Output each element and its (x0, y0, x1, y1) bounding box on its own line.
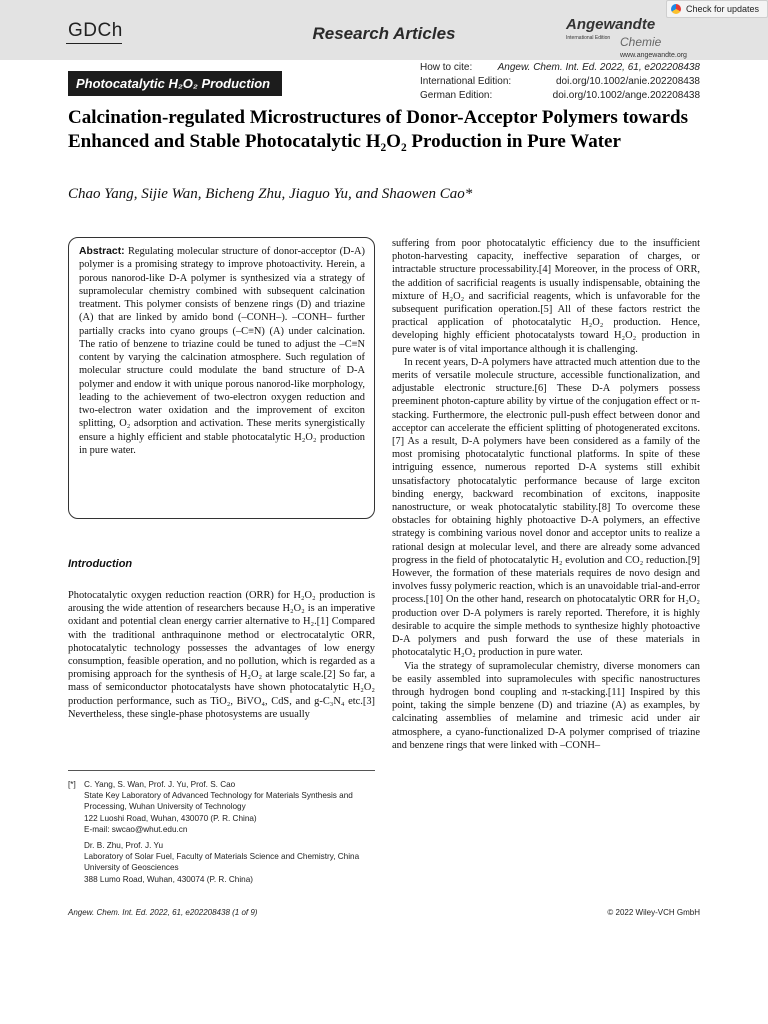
intro-paragraph: In recent years, D-A polymers have attracted much attention due to the merits of versatile molecule structure, accessible functionalization, and adjustable electronic structure.[6] These D-A polymers possess preeminent photon-capture ability by virtue of the conjugation effect or π-stacking. Furthermore, the electronic pull-push effect between donor and acceptor can accelerate the efficient splitting of photogenerated excitons.[7] As a result, D-A polymers have been considered as a family of the most promising photocatalytic functional platforms. In spite of these intriguing essence, numerous reported D-A systems still exhibit unsatisfactory photocatalytic performance because of large exciton binding energy, backward recombination of excitons, inapposite nanostructure, or weak photocatalytic stability.[8] To overcome these obstacles for obtaining highly photoactive D-A polymers, an effective strategy is combining various novel donor and acceptor units to realize a rational design at molecular level, and there are already some advanced progress in the field of photocatalytic H₂ evolution and CO₂ reduction.[9] However, the formation of these materials requires de novo design and involves fussy polymeric reaction, which is an unavoidable trial-and-error process.[10] On the other hand, research on photocatalytic ORR for H₂O₂ production over D-A polymers is rarely reported. Therefore, it is highly desirable to acquire the simple methods to synthesize highly photoactive D-A polymers and push forward the use of these materials in photocatalytic H₂O₂ production in pure water. (392, 356, 701, 659)
footnote-line: 122 Luoshi Road, Wuhan, 430070 (P. R. China) (84, 813, 257, 823)
journal-logo-subtitle: Chemie (620, 35, 662, 49)
page-footer-copyright: © 2022 Wiley-VCH GmbH (607, 908, 700, 917)
footnote-line: 388 Lumo Road, Wuhan, 430074 (P. R. China) (84, 874, 254, 884)
abstract-text: Regulating molecular structure of donor-acceptor (D-A) polymer is a promising strategy to improve photoactivity. Herein, a porous nanorod-like D-A polymer is synthesized via a strategy of supramolecular chemistry combined with subsequent calcination treatment. This polymer consists of benzene rings (D) and triazine (A) that are linked by amido bond (–CONH–). –CONH– further partially cracks into cyano groups (–C≡N) (A) under calcination. The ratio of benzene to triazine could be tuned to adjust the –C≡N content by varying the calcination atmosphere. Such regulation of molecular structure could modulate the band structure of D-A polymer and endow it with unique porous nanorod-like morphology, leading to the achievement of two-electron oxygen reduction and two-electron water oxidation and the improvement of exciton splitting, O₂ adsorption and activation. These merits synergistically ensure a highly efficient and stable photocatalytic H₂O₂ production in pure water. (79, 246, 365, 456)
citation-international (420, 75, 700, 89)
abstract-box (68, 237, 375, 519)
check-updates-icon (671, 4, 681, 14)
intl-label: International Edition: (420, 76, 512, 87)
footnote-mark: [*] (68, 780, 76, 789)
page-footer-citation: Angew. Chem. Int. Ed. 2022, 61, e202208438 (1 of 9) (68, 908, 258, 917)
introduction-heading: Introduction (68, 558, 133, 570)
intro-paragraph: suffering from poor photocatalytic efficiency due to the insufficient photon-harvesting capacity, ineffective separation of charges, or intractable structure processability.[4] Moreover, in the process of ORR, the addition of sacrificial reagents is usually indispensable, obtaining the mixture of H₂O₂ and sacrificial reagents, which is unfavorable for the subsequent purification operation.[5] All of these factors restrict the practical application of photocatalytic H₂O₂ production. Hence, developing highly efficient photocatalysts toward H₂O₂ production in pure water is of vital importance although it is challenging. (392, 238, 700, 355)
citation-german (420, 89, 700, 103)
intro-paragraph: Photocatalytic oxygen reduction reaction (ORR) for H₂O₂ production is arousing the wide attention of researchers because H₂O₂ is an imperative oxidant and potential clean energy carrier alternative to H₂.[1] Compared with the traditional anthraquinone method or electrocatalytic ORR, photocatalytic technology possesses the advantages of low energy consumption, feasible operation, and no pollution, which is regarded as a promising approach for the synthesis of H₂O₂ at large scale.[2] So far, a mass of semiconductor photocatalysts have shown photocatalytic H₂O₂ production performance, such as TiO₂, BiVO₄, CdS, and g-C₃N₄ etc.[3] Nevertheless, these single-phase photosystems are usually (68, 590, 375, 720)
footnote-line: State Key Laboratory of Advanced Technology for Materials Synthesis and Processing, Wuhan University of Technology (84, 791, 353, 812)
german-label: German Edition: (420, 90, 493, 101)
article-title: Calcination-regulated Microstructures of Donor-Acceptor Polymers towards Enhanced and Stable Photocatalytic H₂O₂ Production in Pure Water (68, 107, 689, 152)
topic-tag: Photocatalytic H₂O₂ Production (68, 71, 282, 96)
journal-url[interactable]: www.angewandte.org (620, 52, 687, 59)
intro-paragraph: Via the strategy of supramolecular chemistry, diverse monomers can be easily assembled into supramolecules with specific nanostructures through hydrogen bond coupling and π-stacking.[11] Inspired by this point, taking the simple benzene (D) and triazine (A) as examples, by calcinating assemblies of melamine and trimesic acid under air atmosphere, a cyano-functionalized D-A polymer comprised of triazine and benzene rings that were linked with –CONH– (392, 660, 700, 751)
body-column-right (392, 237, 700, 752)
footnote-line: Laboratory of Solar Fuel, Faculty of Materials Science and Chemistry, China University of Geosciences (84, 852, 360, 873)
journal-logo (566, 17, 706, 59)
how-to-cite-value: Angew. Chem. Int. Ed. 2022, 61, e202208438 (497, 62, 700, 73)
how-to-cite-label: How to cite: (420, 62, 473, 73)
footnote-divider (68, 770, 375, 771)
section-heading: Research Articles (312, 24, 456, 43)
journal-logo-title: Angewandte (566, 16, 656, 33)
citation-block (420, 61, 700, 103)
check-updates-button[interactable] (666, 0, 768, 18)
footnote-email[interactable]: E-mail: swcao@whut.edu.cn (84, 824, 188, 834)
affiliation-footnote (68, 779, 375, 885)
german-doi-link[interactable]: doi.org/10.1002/ange.202208438 (552, 90, 700, 101)
footnote-line: Dr. B. Zhu, Prof. J. Yu (84, 841, 164, 851)
publisher-logo: GDCh (68, 20, 123, 41)
abstract-label: Abstract: (79, 246, 125, 257)
journal-logo-edition: International Edition (566, 35, 611, 41)
body-column-left (68, 589, 375, 721)
footnote-line: C. Yang, S. Wan, Prof. J. Yu, Prof. S. Cao (84, 780, 236, 789)
check-updates-label: Check for updates (686, 4, 760, 14)
citation-how-to-cite (420, 61, 700, 75)
author-list: Chao Yang, Sijie Wan, Bicheng Zhu, Jiaguo Yu, and Shaowen Cao* (68, 186, 473, 202)
intl-doi-link[interactable]: doi.org/10.1002/anie.202208438 (555, 76, 700, 87)
